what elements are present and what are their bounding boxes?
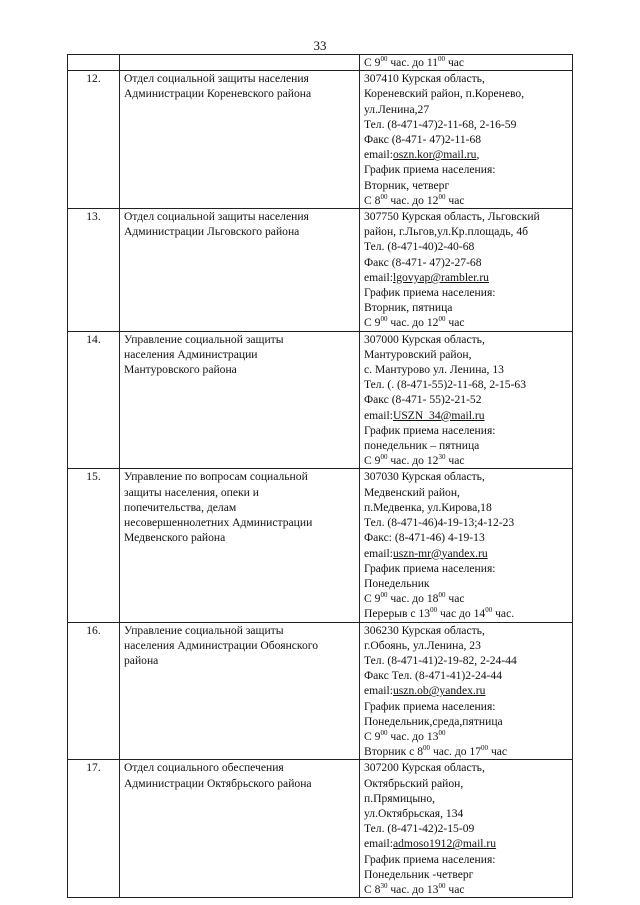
organization-name [120,209,360,332]
hours-unit: час [448,454,465,468]
organization-name-line: Управление по вопросам социальной [124,470,308,484]
hours-from: Перерыв с 13 [364,607,431,621]
email-link[interactable]: lgovyap@rambler.ru [392,270,489,284]
schedule-extra-hours [364,606,568,621]
hours-from: С 9 [364,316,381,330]
organization-name-line: района [124,653,159,667]
hours-to: час. до 12 [390,316,439,330]
table-row [68,760,573,898]
hours-from: С 9 [364,592,381,606]
schedule-hours [364,315,568,330]
phone: Тел. (. (8-471-55)2-11-68, 2-15-63 [364,378,527,392]
organization-name-line: Мантуровского района [124,363,237,377]
schedule-days: Понедельник,среда,пятница [364,714,503,728]
row-number: 16. [68,622,120,760]
hours-from: С 8 [364,882,381,896]
organization-name-line: Отдел социальной защиты населения [124,210,309,224]
hours-from: Вторник с 8 [364,745,424,759]
address-line: с. Мантурово ул. Ленина, 13 [364,363,504,377]
hours-from-minutes: 00 [380,453,388,462]
schedule-continuation [360,55,573,71]
schedule-extra-hours [364,744,568,759]
address-line: Медвенский район, [364,485,460,499]
organization-name-line: Администрации Кореневского района [124,87,312,101]
organization-name-line: Администрации Льговского района [124,225,300,239]
address-line: г.Обоянь, ул.Ленина, 23 [364,638,481,652]
schedule-days: Понедельник [364,576,430,590]
fax: Факс: (8-471-46) 4-19-13 [364,531,485,545]
contact-info [360,622,573,760]
hours-to: час. до 17 [432,745,482,759]
table-row [68,331,573,469]
email-suffix: , [476,148,480,162]
hours-to: час до 14 [439,607,486,621]
hours-unit: час [448,592,465,606]
hours-to: час. до 18 [390,592,439,606]
schedule-title: График приема населения: [364,423,496,437]
email-label: email: [364,148,393,162]
phone: Тел. (8-471-42)2-15-09 [364,822,475,836]
hours-to-minutes: 30 [438,453,446,462]
email-line [364,270,568,285]
email-label: email: [364,684,393,698]
hours-from: С 8 [364,193,381,207]
contact-info [360,71,573,209]
hours-unit: час. [495,607,515,621]
address-line: п.Прямицыно, [364,791,436,805]
table-body [68,55,573,898]
schedule-hours [364,193,568,208]
fax: Факс (8-471- 55)2-21-52 [364,393,482,407]
table-row-continuation [68,55,573,71]
organization-name-line: несовершеннолетних Администрации [124,516,313,530]
schedule-title: График приема населения: [364,561,496,575]
hours-to-minutes: 00 [481,744,489,753]
email-link[interactable]: USZN_34@mail.ru [392,408,485,422]
row-number: 15. [68,469,120,622]
hours-to-minutes: 00 [438,728,446,737]
organization-name-line: Управление социальной защиты [124,623,284,637]
fax: Факс (8-471- 47)2-11-68 [364,133,482,147]
hours-to: час. до 13 [390,729,439,743]
contact-info [360,469,573,622]
hours-to-minutes: 00 [438,591,446,600]
email-label: email: [364,546,393,560]
hours-from-minutes: 00 [423,744,431,753]
organization-name [120,622,360,760]
contact-info [360,209,573,332]
num-cell [68,55,120,71]
email-label: email: [364,837,393,851]
hours-unit: час [448,316,465,330]
phone: Тел. (8-471-47)2-11-68, 2-16-59 [364,117,517,131]
address-line: ул.Ленина,27 [364,102,430,116]
table-row [68,622,573,760]
hours-to-minutes: 00 [438,881,446,890]
address-line: 306230 Курская область, [364,623,485,637]
hours-unit: час [490,745,508,759]
schedule-hours [364,882,568,897]
hours-to: час. до 13 [390,882,439,896]
fax: Факс Тел. (8-471-41)2-24-44 [364,669,502,683]
contact-info [360,331,573,469]
email-line [364,147,568,162]
schedule-title: График приема населения: [364,163,496,177]
organization-name-line: защиты населения, опеки и [124,485,259,499]
row-number: 14. [68,331,120,469]
hours-from-minutes: 00 [380,591,388,600]
email-line [364,683,568,698]
email-label: email: [364,270,393,284]
email-link[interactable]: uszn.ob@yandex.ru [392,684,486,698]
schedule-days: Вторник, пятница [364,301,453,315]
address-line: 307030 Курская область, [364,470,485,484]
page-number: 33 [313,38,327,53]
hours-from-minutes: 00 [380,315,388,324]
organization-name-line: Администрации Октябрьского района [124,776,312,790]
hours-from-minutes: 00 [380,728,388,737]
hours-unit: час [448,193,465,207]
organization-name-line: населения Администрации [124,347,258,361]
address-line: ул.Октябрьская, 134 [364,806,464,820]
hours-unit: час [448,882,465,896]
address-line: п.Медвенка, ул.Кирова,18 [364,500,492,514]
phone: Тел. (8-471-46)4-19-13;4-12-23 [364,516,515,530]
hours-to: час. до 12 [390,193,439,207]
address-line: 307410 Курская область, [364,72,485,86]
hours-from-minutes: 00 [380,192,388,201]
email-link[interactable]: admoso1912@mail.ru [392,837,497,851]
organization-name [120,469,360,622]
organization-name [120,760,360,898]
organization-name-line: попечительства, делам [124,500,237,514]
hours-from-minutes: 30 [380,881,388,890]
hours-to-minutes: 00 [485,606,493,615]
schedule-title: График приема населения: [364,286,496,300]
address-line: 307000 Курская область, [364,332,485,346]
address-line: 307200 Курская область, [364,761,485,775]
email-label: email: [364,408,393,422]
address-line: Мантуровский район, [364,347,472,361]
hours-from: С 9 [364,729,381,743]
address-line: Кореневский район, п.Коренево, [364,87,525,101]
organization-name-line: населения Администрации Обоянского [124,638,319,652]
schedule-days: понедельник – пятница [364,439,480,453]
fax: Факс (8-471- 47)2-27-68 [364,255,482,269]
table-row [68,71,573,209]
phone: Тел. (8-471-41)2-19-82, 2-24-44 [364,653,517,667]
hours-from: С 9 [364,454,381,468]
contact-info [360,760,573,898]
table-row [68,209,573,332]
row-number: 13. [68,209,120,332]
name-cell [120,55,360,71]
schedule-days: Вторник, четверг [364,178,450,192]
organization-name-line: Отдел социального обеспечения [124,761,284,775]
address-line: 307750 Курская область, Льговский [364,210,540,224]
email-line [364,836,568,851]
email-line [364,408,568,423]
table-row [68,469,573,622]
hours-from-minutes: 00 [430,606,438,615]
organization-name-line: Отдел социальной защиты населения [124,72,309,86]
address-line: район, г.Льгов,ул.Кр.площадь, 4б [364,225,529,239]
schedule-title: График приема населения: [364,699,496,713]
organization-name-line: Управление социальной защиты [124,332,284,346]
hours-to-minutes: 00 [438,315,446,324]
schedule-hours [364,729,568,744]
schedule-title: График приема населения: [364,852,496,866]
schedule-days: Понедельник -четверг [364,867,474,881]
address-line: Октябрьский район, [364,776,464,790]
services-table [67,54,573,898]
organization-name [120,331,360,469]
schedule-hours [364,453,568,468]
hours-to: час. до 12 [390,454,439,468]
email-link[interactable]: uszn-mr@yandex.ru [392,546,488,560]
email-line [364,546,568,561]
schedule-hours [364,591,568,606]
organization-name-line: Медвенского района [124,531,226,545]
organization-name [120,71,360,209]
row-number: 17. [68,760,120,898]
email-link[interactable]: oszn.kor@mail.ru [392,148,477,162]
hours-to-minutes: 00 [438,192,446,201]
row-number: 12. [68,71,120,209]
phone: Тел. (8-471-40)2-40-68 [364,240,475,254]
schedule-hours: С $9^{00}$ час. до $11^{00}$ час [364,55,465,69]
